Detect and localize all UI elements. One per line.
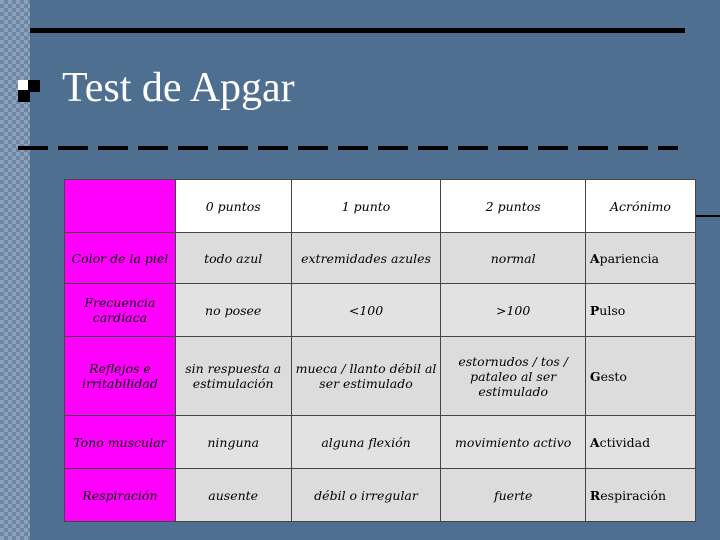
cell-1-point: alguna flexión: [291, 416, 441, 469]
row-label: Color de la piel: [65, 233, 176, 284]
header-0-points: 0 puntos: [175, 180, 291, 233]
header-corner: [65, 180, 176, 233]
cell-acronym: Respiración: [585, 469, 695, 522]
header-1-point: 1 punto: [291, 180, 441, 233]
table-row: [65, 469, 696, 522]
row-label: Reflejos e irritabilidad: [65, 337, 176, 416]
table-row: [65, 337, 696, 416]
cell-acronym: Apariencia: [585, 233, 695, 284]
cell-1-point: <100: [291, 284, 441, 337]
row-label: Tono muscular: [65, 416, 176, 469]
header-acronym: Acrónimo: [585, 180, 695, 233]
cell-2-points: estornudos / tos / pataleo al ser estimulado: [441, 337, 585, 416]
right-tick: [695, 215, 720, 217]
row-label: Respiración: [65, 469, 176, 522]
table-row: [65, 284, 696, 337]
cell-0-points: ninguna: [175, 416, 291, 469]
table-row: [65, 233, 696, 284]
cell-acronym: Actividad: [585, 416, 695, 469]
cell-0-points: ausente: [175, 469, 291, 522]
apgar-table: [64, 179, 696, 522]
top-divider: [30, 28, 685, 33]
cell-0-points: no posee: [175, 284, 291, 337]
cell-0-points: todo azul: [175, 233, 291, 284]
cell-1-point: extremidades azules: [291, 233, 441, 284]
page-title: Test de Apgar: [62, 65, 295, 111]
cell-1-point: mueca / llanto débil al ser estimulado: [291, 337, 441, 416]
cell-1-point: débil o irregular: [291, 469, 441, 522]
header-2-points: 2 puntos: [441, 180, 585, 233]
cell-2-points: fuerte: [441, 469, 585, 522]
cell-acronym: Gesto: [585, 337, 695, 416]
cell-2-points: normal: [441, 233, 585, 284]
table-header-row: [65, 180, 696, 233]
cell-acronym: Pulso: [585, 284, 695, 337]
dashed-divider: [18, 146, 678, 150]
title-bullet-icon: [18, 80, 40, 102]
cell-2-points: >100: [441, 284, 585, 337]
row-label: Frecuencia cardíaca: [65, 284, 176, 337]
cell-2-points: movimiento activo: [441, 416, 585, 469]
table-row: [65, 416, 696, 469]
cell-0-points: sin respuesta a estimulación: [175, 337, 291, 416]
